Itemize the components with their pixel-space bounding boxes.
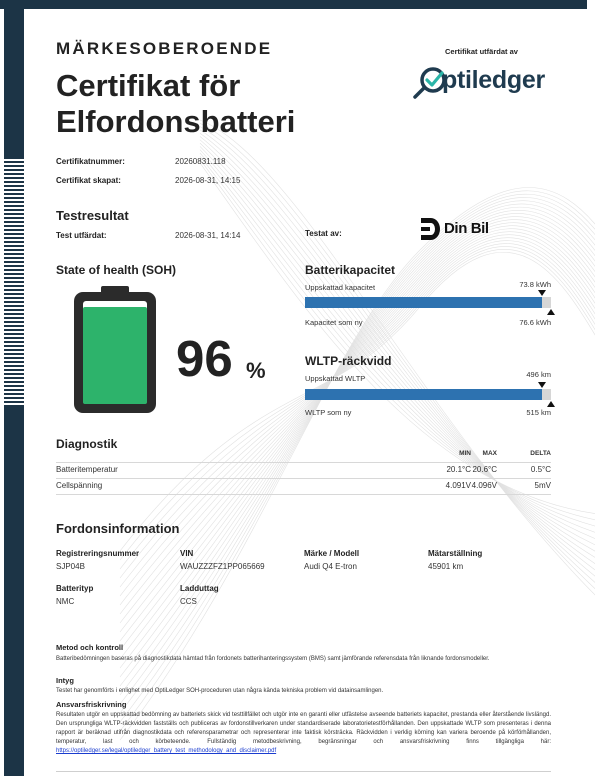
issued-by-label: Certifikat utfärdat av <box>445 47 518 56</box>
wltp-estimated-marker <box>538 382 546 388</box>
certificate-created: 2026-08-31, 14:15 <box>175 176 241 185</box>
certificate-created-label: Certifikat skapat: <box>56 176 121 185</box>
wltp-heading: WLTP-räckvidd <box>305 354 392 368</box>
certificate-number-label: Certifikatnummer: <box>56 157 125 166</box>
dinbil-mark-icon <box>420 217 440 241</box>
soh-heading: State of health (SOH) <box>56 263 177 277</box>
disclaimer-link[interactable]: https://optiledger.se/legal/optiledger_battery_test_methodology_and_disclaimer.pdf <box>56 748 277 754</box>
optiledger-logo <box>412 64 552 100</box>
diagnostics-row-min: 4.091V <box>445 481 471 490</box>
wltp-estimated-label: Uppskattad WLTP <box>305 374 366 383</box>
capacity-estimated-label: Uppskattad kapacitet <box>305 283 376 292</box>
connector-value: CCS <box>180 597 197 606</box>
capacity-new-marker <box>547 309 555 315</box>
capacity-estimated-value: 73.8 kWh <box>519 280 551 289</box>
test-issued: 2026-08-31, 14:14 <box>175 231 241 240</box>
diagnostics-col-delta: DELTA <box>530 450 551 457</box>
diagnostics-heading: Diagnostik <box>56 437 118 451</box>
connector-label: Ladduttag <box>180 584 219 593</box>
diagnostics-row-voltage <box>56 478 551 495</box>
wltp-bar <box>305 389 551 400</box>
vin-label: VIN <box>180 549 194 558</box>
certificate-number: 20260831.118 <box>175 157 226 166</box>
wltp-new-marker <box>547 401 555 407</box>
method-heading: Metod och kontroll <box>56 643 124 652</box>
attest-text: Testet har genomförts i enlighet med OptiLedger SOH-proceduren utan några kända tekniska problem vid datainsamlingen. <box>56 688 384 694</box>
attest-heading: Intyg <box>56 676 74 685</box>
diagnostics-row-delta: 5mV <box>534 481 551 490</box>
capacity-bar-fill <box>305 297 542 308</box>
odometer-value: 45901 km <box>428 562 464 571</box>
registration-value: SJP04B <box>56 562 85 571</box>
dinbil-logo <box>420 217 500 241</box>
diagnostics-row-max: 4.096V <box>471 481 497 490</box>
diagnostics-row-name: Cellspänning <box>56 481 103 490</box>
wltp-estimated-value: 496 km <box>526 370 551 379</box>
odometer-label: Mätarställning <box>428 549 483 558</box>
vehicle-info-heading: Fordonsinformation <box>56 521 180 536</box>
top-accent-bar <box>0 0 587 9</box>
dinbil-logo-text: Din Bil <box>444 220 489 237</box>
diagnostics-row-name: Batteritemperatur <box>56 465 118 474</box>
registration-label: Registreringsnummer <box>56 549 140 558</box>
battery-fill-level <box>83 307 147 404</box>
eyebrow-label: MÄRKESOBEROENDE <box>56 39 273 58</box>
make-model-value: Audi Q4 E-tron <box>304 562 357 571</box>
vin-value: WAUZZZFZ1PP065669 <box>180 562 265 571</box>
capacity-bar <box>305 297 551 308</box>
diagnostics-row-max: 20.6°C <box>472 465 497 474</box>
wltp-new-value: 515 km <box>526 408 551 417</box>
method-text: Batteribedömningen baseras på diagnostikdata hämtad från fordonets batterihanteringssystem (BMS) samt jämförande referensdata från liknande fordonsmodeller. <box>56 656 490 662</box>
capacity-new-label: Kapacitet som ny <box>305 318 363 327</box>
disclaimer-heading: Ansvarsfriskrivning <box>56 700 127 709</box>
diagnostics-row-temperature <box>56 462 551 479</box>
capacity-estimated-marker <box>538 290 546 296</box>
page-title: Certifikat för Elfordonsbatteri <box>56 68 296 139</box>
magnifier-check-icon <box>412 64 446 100</box>
diagnostics-row-min: 20.1°C <box>446 465 471 474</box>
make-model-label: Märke / Modell <box>304 549 360 558</box>
side-stripes <box>4 157 24 407</box>
wltp-new-label: WLTP som ny <box>305 408 352 417</box>
tested-by-label: Testat av: <box>305 229 342 238</box>
test-results-heading: Testresultat <box>56 208 129 223</box>
capacity-heading: Batterikapacitet <box>305 263 396 277</box>
optiledger-logo-text: ptiledger <box>442 66 545 94</box>
diagnostics-col-max: MAX <box>482 450 497 457</box>
disclaimer-text: Resultaten utgör en uppskattad bedömning av batteriets skick vid testtillfället och utgör inte en garanti eller utfästelse avseende batteriets kapacitet, prestanda eller återstående livslängd. Den ursprungliga WLTP-räckvidden fastställs och publiceras av fordonstillverkaren under standardiserade laboratorietestförhållanden. Den uppskattade WLTP som presenteras i denna rapport är beräknad utifrån diagnostikdata och referensparametrar och representerar inte faktisk körsträcka. Räckvidden i verklig körning kan variera beroende på körförhållanden, temperatur, last och körbeteende. Fullständig metodbeskrivning, begränsningar och ansvarsfriskrivning finns tillgängliga här: <box>56 712 551 745</box>
disclaimer-block <box>56 711 551 756</box>
test-issued-label: Test utfärdat: <box>56 231 107 240</box>
capacity-new-value: 76.6 kWh <box>519 318 551 327</box>
battery-type-value: NMC <box>56 597 75 606</box>
soh-value: 96 <box>176 330 233 387</box>
diagnostics-col-min: MIN <box>459 450 471 457</box>
soh-unit: % <box>246 358 266 383</box>
battery-type-label: Batterityp <box>56 584 94 593</box>
battery-icon <box>74 286 156 413</box>
wltp-bar-fill <box>305 389 542 400</box>
diagnostics-row-delta: 0.5°C <box>530 465 551 474</box>
battery-inner <box>83 301 147 404</box>
footer-divider <box>56 771 551 772</box>
